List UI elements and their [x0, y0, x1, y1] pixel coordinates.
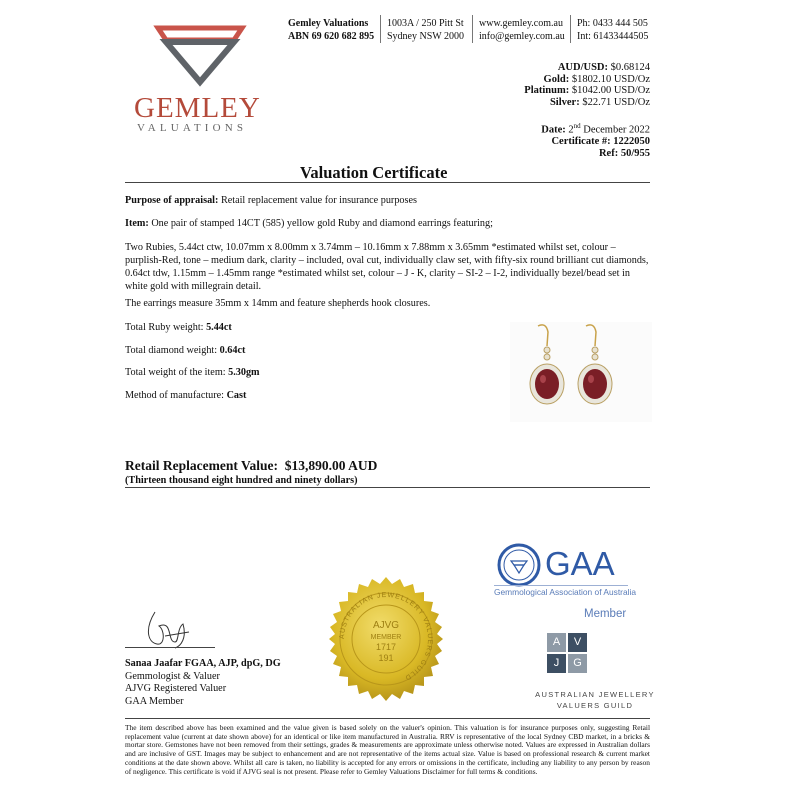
intl-phone: Int: 61433444505: [577, 31, 649, 42]
ajvg-letter: J: [547, 654, 566, 673]
header-company-block: [288, 17, 374, 43]
ajvg-letter: V: [568, 633, 587, 652]
phone: Ph: 0433 444 505: [577, 18, 648, 29]
seal-ring-text: AUSTRALIAN JEWELLERY VALUERS GUILD: [338, 591, 434, 682]
detail-value: 5.44ct: [206, 322, 232, 333]
header-address-block: [387, 17, 464, 43]
detail-label: Total Ruby weight:: [125, 322, 204, 333]
ajvg-letter: G: [568, 654, 587, 673]
ajvg-line2: VALUERS GUILD: [556, 700, 634, 710]
title-rule: [125, 182, 650, 183]
header-phone-block: [577, 17, 648, 43]
detail-value: Cast: [226, 390, 247, 401]
signature: [135, 606, 205, 656]
signatory-block: [125, 658, 281, 708]
date-suffix: nd: [573, 122, 581, 130]
detail-label: Total weight of the item:: [125, 367, 226, 378]
ajvg-gold-seal: [323, 576, 449, 707]
earrings-photo: [510, 322, 652, 422]
item-description: Two Rubies, 5.44ct ctw, 10.07mm x 8.00mm x 3.74mm – 10.16mm x 7.88mm x 3.65mm *estimated whilst set, colour – purplish-Red, tone – medium dark, clarity – included, oval cut, individually claw set, with fifty-six round brilliant cut diamonds, 0.64ct tdw, 1.15mm – 1.45mm range *estimated whilst set, colour – J - K, clarity – SI-2 – I-2, individually bezel/bead set in white gold with millegrain detail.: [125, 242, 649, 292]
certificate-meta: [541, 121, 650, 159]
rrv-rule: [125, 487, 650, 488]
gold-value: $1802.10 USD/Oz: [571, 73, 650, 85]
ref-label: Ref:: [598, 147, 619, 159]
rrv-words: (Thirteen thousand eight hundred and ninety dollars): [125, 475, 358, 486]
item-line: [125, 217, 650, 230]
detail-label: Method of manufacture:: [125, 390, 225, 401]
header-divider: [380, 15, 381, 43]
ajvg-logo: [547, 633, 589, 675]
logo-word: GEMLEY: [134, 92, 261, 124]
email-link[interactable]: info@gemley.com.au: [479, 31, 565, 42]
footer-rule: [125, 718, 650, 719]
date-label: Date:: [541, 124, 566, 136]
certificate-label: Certificate #:: [551, 136, 611, 147]
signature-line: [125, 647, 215, 648]
measurements: The earrings measure 35mm x 14mm and feature shepherds hook closures.: [125, 298, 431, 309]
seal-line1: AJVG: [372, 620, 400, 631]
rrv-value: $13,890.00 AUD: [284, 458, 378, 473]
diamond-logo-icon: [150, 18, 250, 90]
header-divider: [472, 15, 473, 43]
signatory-name: Sanaa Jaafar FGAA, AJP, dpG, DG: [125, 658, 281, 669]
aud-usd-value: $0.68124: [610, 62, 650, 73]
ajvg-letter: A: [547, 633, 566, 652]
ajvg-name: [521, 690, 669, 711]
date-rest: December 2022: [583, 124, 650, 136]
abn: ABN 69 620 682 895: [288, 31, 375, 42]
aud-usd-label: AUD/USD:: [557, 62, 608, 73]
gaa-logo-word: GAA: [545, 545, 615, 582]
certificate-value: 1222050: [613, 136, 650, 147]
gaa-member: Member: [584, 608, 627, 620]
detail-row: [125, 321, 455, 334]
purpose-value: Retail replacement value for insurance purposes: [220, 195, 417, 206]
disclaimer-text: The item described above has been examined and the value given is based solely on the valuer's opinion. This valuation is for insurance purposes only, suggesting Retail replacement value (current at date shown above) for an identical or like item manufactured in Australia. RRV is representative of the local Sydney CBD market, in a bricks & mortar store. Gemstones have not been removed from their settings, grades & measurements are approximate unless otherwise noted. Values are expressed in Australian dollars and are inclusive of GST. Images may be subject to enhancement and are not representative of the items actual size. Value is based on professional research & current market conditions at the date shown above. Whilst all care is taken, no liability is accepted for any errors or omissions in the certificate, including any liability to any person by reason of negligence. This certificate is void if AJVG seal is not present. Please refer to Gemley Valuations Disclaimer for full terms & conditions.: [125, 723, 650, 776]
rrv-label: Retail Replacement Value:: [125, 458, 278, 473]
detail-label: Total diamond weight:: [125, 345, 218, 356]
seal-line2: MEMBER: [370, 634, 402, 641]
purpose-line: [125, 194, 650, 207]
detail-row: [125, 389, 455, 402]
item-value: One pair of stamped 14CT (585) yellow gold Ruby and diamond earrings featuring;: [151, 218, 493, 229]
retail-replacement-value: [125, 458, 377, 474]
signatory-membership: GAA Member: [125, 695, 184, 707]
header-contact-block: [479, 17, 565, 43]
seal-line4: 191: [378, 653, 394, 663]
seal-line3: 1717: [375, 642, 397, 652]
logo-subtitle: VALUATIONS: [137, 122, 248, 134]
detail-row: [125, 344, 455, 357]
address-line2: Sydney NSW 2000: [387, 31, 465, 42]
detail-row: [125, 366, 455, 379]
silver-label: Silver:: [549, 96, 580, 108]
item-label: Item:: [125, 218, 149, 229]
header-divider: [570, 15, 571, 43]
website-link[interactable]: www.gemley.com.au: [479, 18, 563, 29]
gemley-logo: [150, 18, 250, 95]
date-day: 2: [568, 124, 574, 136]
signatory-title: Gemmologist & Valuer: [125, 670, 220, 682]
silver-value: $22.71 USD/Oz: [582, 96, 650, 108]
gaa-name: Gemmological Association of Australia: [494, 587, 636, 597]
metal-rates: [524, 62, 650, 108]
company-name: Gemley Valuations: [288, 18, 369, 29]
page-title: Valuation Certificate: [300, 163, 448, 182]
platinum-label: Platinum:: [524, 85, 570, 96]
signatory-registration: AJVG Registered Valuer: [125, 683, 227, 694]
ajvg-line1: AUSTRALIAN JEWELLERY: [535, 690, 655, 699]
detail-value: 0.64ct: [219, 345, 246, 356]
address-line1: 1003A / 250 Pitt St: [387, 18, 464, 29]
ref-value: 50/955: [620, 147, 650, 159]
gaa-underline: [494, 585, 628, 586]
detail-value: 5.30gm: [228, 367, 260, 378]
purpose-label: Purpose of appraisal:: [125, 195, 219, 206]
platinum-value: $1042.00 USD/Oz: [571, 85, 650, 96]
gold-label: Gold:: [543, 73, 570, 85]
